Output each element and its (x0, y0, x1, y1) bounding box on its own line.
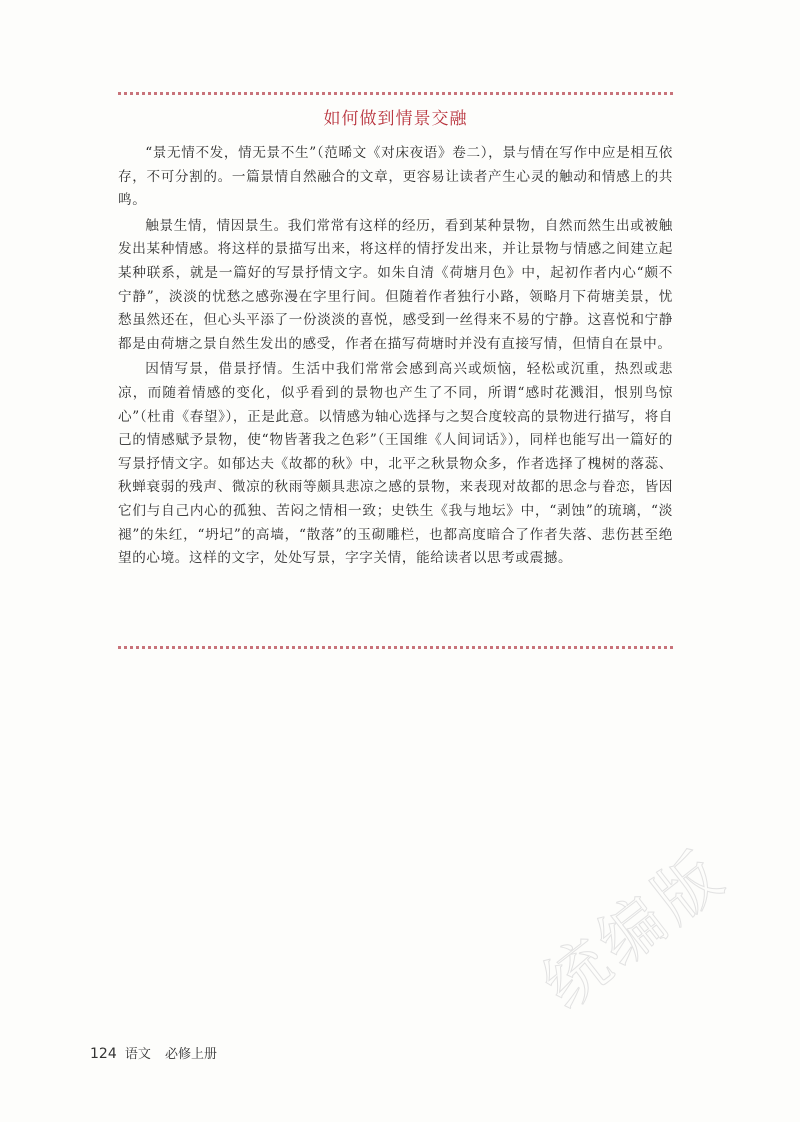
edition-watermark: 统编版 (529, 836, 741, 1024)
section-title: 如何做到情景交融 (323, 109, 468, 129)
volume-name: 必修上册 (165, 1047, 218, 1062)
bottom-dotted-divider (118, 646, 673, 649)
top-dotted-divider (118, 92, 673, 95)
paragraph-3: 因情写景，借景抒情。生活中我们常常会感到高兴或烦恼，轻松或沉重，热烈或悲凉，而随着情感的变化，似乎看到的景物也产生了不同，所谓“感时花溅泪，恨别鸟惊心”（杜甫《春望》），正是此意。以情感为轴心选择与之契合度较高的景物进行描写，将自己的情感赋予景物，使“物皆著我之色彩”（王国维《人间词话》），同样也能写出一篇好的写景抒情文字。如郁达夫《故都的秋》中，北平之秋景物众多，作者选择了槐树的落蕊、秋蝉衰弱的残声、微凉的秋雨等颇具悲凉之感的景物，来表现对故都的思念与眷恋，皆因它们与自己内心的孤独、苦闷之情相一致；史铁生《我与地坛》中，“剥蚀”的琉璃，“淡褪”的朱红，“坍圮”的高墙，“散落”的玉砌雕栏，也都高度暗合了作者失落、悲伤甚至绝望的心境。这样的文字，处处写景，字字关情，能给读者以思考或震撼。 (118, 361, 673, 567)
article-body (118, 142, 673, 573)
paragraph-1: “景无情不发，情无景不生”（范晞文《对床夜语》卷二），景与情在写作中应是相互依存，不可分割的。一篇景情自然融合的文章，更容易让读者产生心灵的触动和情感上的共鸣。 (118, 145, 673, 209)
book-name: 语文 (124, 1047, 151, 1062)
page-number: 124 (90, 1046, 117, 1062)
paragraph-2: 触景生情，情因景生。我们常常有这样的经历，看到某种景物，自然而然生出或被触发出某种情感。将这样的景描写出来，将这样的情抒发出来，并让景物与情感之间建立起某种联系，就是一篇好的写景抒情文字。如朱自清《荷塘月色》中，起初作者内心“颇不宁静”，淡淡的忧愁之感弥漫在字里行间。但随着作者独行小路，领略月下荷塘美景，忧愁虽然还在，但心头平添了一份淡淡的喜悦，感受到一丝得来不易的宁静。这喜悦和宁静都是由荷塘之景自然生发出的感受，作者在描写荷塘时并没有直接写情，但情自在景中。 (118, 217, 673, 352)
page-footer (90, 1043, 217, 1062)
